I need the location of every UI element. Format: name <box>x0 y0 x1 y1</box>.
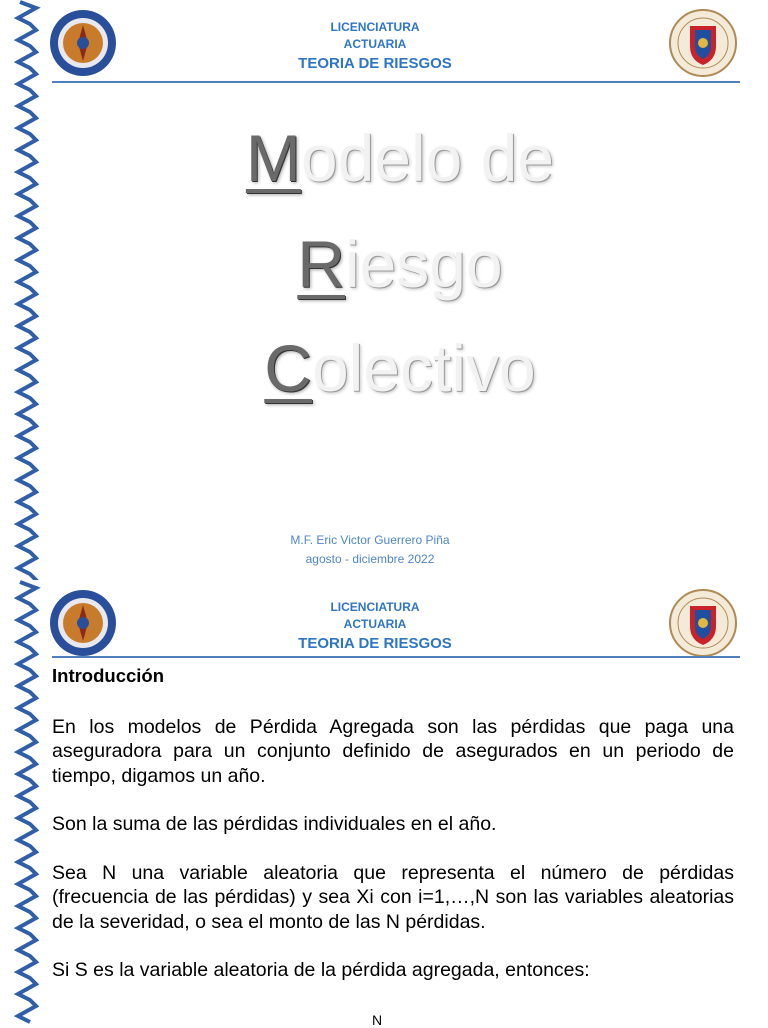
paragraph-2: Son la suma de las pérdidas individuales en el año. <box>52 813 497 835</box>
paragraph-3: Sea N una variable aleatoria que representa el número de pérdidas (frecuencia de las pérdidas) y sea Xi con i=1,…,N son las variables aleatorias de la severidad, o sea el monto de las N pérdidas. <box>52 861 734 933</box>
intro-slide <box>0 580 768 1028</box>
title-line-2 <box>100 224 700 304</box>
intro-content <box>52 664 734 983</box>
title-line-1 <box>100 118 700 198</box>
author-name: M.F. Eric Victor Guerrero Piña <box>290 533 450 547</box>
title-rest-2: iesgo <box>344 227 503 301</box>
faculty-seal-icon <box>48 8 118 78</box>
header-line-3: TEORIA DE RIESGOS <box>298 635 452 652</box>
title-cap-r: R <box>297 227 345 301</box>
header-rule <box>52 656 740 658</box>
paragraph-1: En los modelos de Pérdida Agregada son las pérdidas que paga una aseguradora para un conjunto definido de asegurados en un periodo de tiempo, digamos un año. <box>52 715 734 787</box>
title-line-3 <box>100 328 700 408</box>
header-rule <box>52 81 740 83</box>
header-line-2: ACTUARIA <box>343 617 407 631</box>
title-rest-1: odelo de <box>300 121 555 195</box>
formula-fragment: N <box>372 1012 383 1028</box>
wave-border-icon <box>6 580 46 1024</box>
title-cap-c: C <box>264 331 312 405</box>
faculty-seal-icon <box>48 588 118 658</box>
university-seal-icon <box>668 8 738 78</box>
title-cap-m: M <box>245 121 301 195</box>
header-line-3: TEORIA DE RIESGOS <box>298 55 452 72</box>
header-line-2: ACTUARIA <box>343 37 407 51</box>
course-period: agosto - diciembre 2022 <box>305 552 435 566</box>
university-seal-icon <box>668 588 738 658</box>
header-line-1: LICENCIATURA <box>330 20 420 34</box>
header-line-1: LICENCIATURA <box>330 600 420 614</box>
wave-border-icon <box>6 0 46 580</box>
section-heading: Introducción <box>52 665 165 686</box>
title-rest-3: olectivo <box>311 331 536 405</box>
paragraph-4: Si S es la variable aleatoria de la pérdida agregada, entonces: <box>52 959 590 981</box>
